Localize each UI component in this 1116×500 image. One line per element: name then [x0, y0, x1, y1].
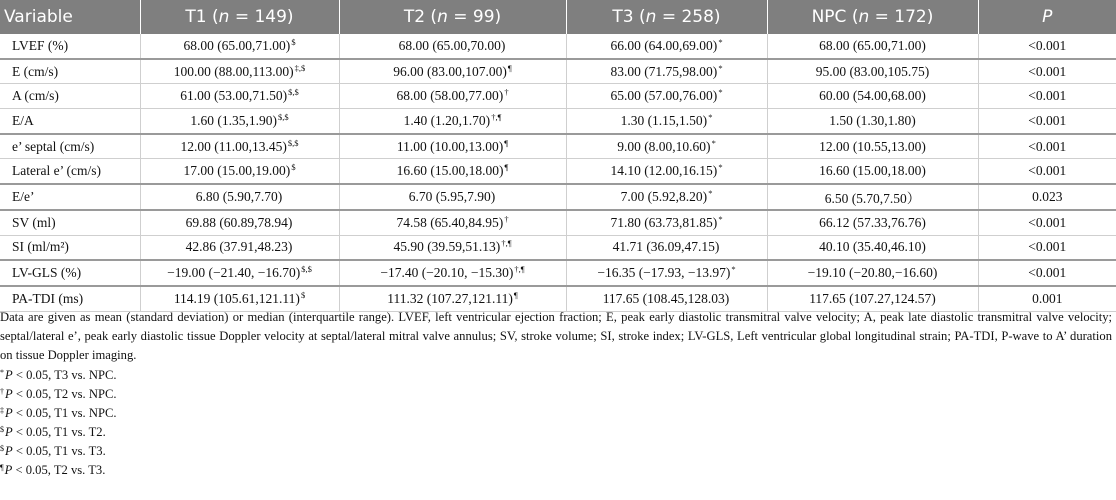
- table-cell: [767, 34, 978, 59]
- footnote-symbol: $: [0, 444, 4, 453]
- table-row: [0, 59, 1116, 84]
- table-cell: [140, 84, 339, 109]
- table-cell: [339, 134, 566, 159]
- cell-value: −19.00 (−21.40, −16.70): [167, 265, 301, 281]
- footnote-text: < 0.05, T1 vs. T2.: [12, 425, 106, 439]
- cell-value: 111.32 (107.27,121.11): [387, 290, 513, 306]
- cell-value: 45.90 (39.59,51.13): [393, 239, 501, 255]
- column-header-italic: n: [437, 7, 448, 27]
- header-row: [0, 0, 1116, 34]
- significance-marker: †: [504, 87, 509, 98]
- significance-marker: $,$: [301, 264, 312, 275]
- cell-value: PA-TDI (ms): [12, 290, 84, 306]
- footnote-text: < 0.05, T3 vs. NPC.: [12, 368, 117, 382]
- table-cell: [0, 159, 140, 184]
- table-cell: [566, 109, 767, 134]
- cell-value: 11.00 (10.00,13.00): [396, 138, 504, 154]
- cell-value: −17.40 (−20.10, −15.30): [380, 265, 514, 281]
- table-cell: [566, 260, 767, 286]
- table-cell: [339, 59, 566, 84]
- footnote-p: P: [5, 425, 13, 439]
- table-cell: [140, 34, 339, 59]
- table-cell: [767, 109, 978, 134]
- cell-value: <0.001: [1028, 112, 1067, 128]
- table-cell: [339, 34, 566, 59]
- footnote-p: P: [5, 368, 13, 382]
- table-cell: [339, 260, 566, 286]
- cell-value: A (cm/s): [12, 88, 59, 104]
- cell-value: e’ septal (cm/s): [12, 138, 95, 154]
- cell-value: Lateral e’ (cm/s): [12, 163, 101, 179]
- significance-marker: $: [291, 162, 296, 173]
- table-cell: [140, 109, 339, 134]
- footnote-list: [0, 366, 1112, 480]
- cell-value: <0.001: [1028, 214, 1067, 230]
- cell-value: 68.00 (65.00,70.00): [398, 37, 506, 53]
- cell-value: 17.00 (15.00,19.00): [183, 163, 291, 179]
- table-cell: [140, 235, 339, 260]
- table-cell: [0, 210, 140, 235]
- table-cell: [140, 134, 339, 159]
- table-row: [0, 109, 1116, 134]
- cell-value: LV-GLS (%): [12, 265, 82, 281]
- cell-value: <0.001: [1028, 138, 1067, 154]
- significance-marker: ¶: [504, 137, 509, 148]
- cell-value: 68.00 (65.00,71.00): [819, 37, 926, 53]
- column-header: [767, 0, 978, 34]
- table-cell: [140, 210, 339, 235]
- table-cell: [140, 260, 339, 286]
- cell-value: 117.65 (107.27,124.57): [809, 290, 936, 306]
- significance-marker: †: [504, 213, 509, 224]
- cell-value: 65.00 (57.00,76.00): [610, 88, 718, 104]
- table-cell: [767, 159, 978, 184]
- significance-marker: ¶: [513, 289, 518, 300]
- table-cell: [978, 260, 1116, 286]
- column-header: [140, 0, 339, 34]
- table-cell: [978, 59, 1116, 84]
- cell-value: 83.00 (71.75,98.00): [610, 63, 718, 79]
- cell-value: <0.001: [1028, 37, 1067, 53]
- cell-value: 41.71 (36.09,47.15): [612, 239, 720, 255]
- table-cell: [140, 59, 339, 84]
- table-cell: [339, 159, 566, 184]
- column-header: [339, 0, 566, 34]
- footnote-p: P: [4, 463, 13, 477]
- cell-value: 96.00 (83.00,107.00): [393, 63, 507, 79]
- column-header-italic: n: [858, 7, 870, 27]
- column-header-text: = 172): [869, 7, 934, 27]
- cell-value: <0.001: [1028, 239, 1067, 255]
- significance-marker: †,¶: [491, 111, 502, 122]
- significance-marker: ¶: [507, 62, 512, 73]
- cell-value: <0.001: [1028, 63, 1067, 79]
- column-header-italic: n: [645, 7, 657, 27]
- cell-value: 16.60 (15.00,18.00): [819, 163, 926, 179]
- table-cell: [978, 84, 1116, 109]
- column-header: [0, 0, 140, 34]
- table-cell: [978, 159, 1116, 184]
- table-cell: [978, 210, 1116, 235]
- cell-value: 68.00 (58.00,77.00): [396, 88, 504, 104]
- table-cell: [566, 184, 767, 210]
- column-header-text: T3 (: [612, 7, 646, 27]
- cell-value: SI (ml/m²): [12, 239, 69, 255]
- table-cell: [0, 184, 140, 210]
- cell-value: 16.60 (15.00,18.00): [396, 163, 504, 179]
- table-row: [0, 34, 1116, 59]
- significance-marker: *: [731, 264, 736, 275]
- significance-marker: *: [718, 62, 723, 73]
- table-row: [0, 260, 1116, 286]
- table-cell: [0, 109, 140, 134]
- cell-value: 12.00 (10.55,13.00): [819, 138, 926, 154]
- table-row: [0, 159, 1116, 184]
- cell-value: 100.00 (88.00,113.00): [173, 63, 294, 79]
- cell-value: E (cm/s): [12, 63, 59, 79]
- cell-value: 71.80 (63.73,81.85): [610, 214, 718, 230]
- table-cell: [0, 59, 140, 84]
- table-cell: [566, 134, 767, 159]
- significance-marker: *: [708, 111, 713, 122]
- table-cell: [566, 59, 767, 84]
- footnote-p: P: [5, 406, 13, 420]
- table-cell: [767, 84, 978, 109]
- table-cell: [566, 159, 767, 184]
- cell-value: 1.60 (1.35,1.90): [190, 112, 277, 128]
- cell-value: 0.023: [1032, 188, 1063, 204]
- cell-value: 1.30 (1.15,1.50): [620, 112, 708, 128]
- cell-value: 42.86 (37.91,48.23): [185, 239, 293, 255]
- table-cell: [140, 184, 339, 210]
- table-cell: [566, 34, 767, 59]
- significance-marker: $,$: [287, 137, 299, 148]
- footnote: [0, 366, 1112, 385]
- notes-description: Data are given as mean (standard deviation) or median (interquartile range). LVEF, left ventricular ejection fraction; E, peak early diastolic transmitral valve velocity; A, peak late diastolic transmitral valve velocity; septal/lateral e’, peak early diastolic tissue Doppler velocity at septal/lateral mitral valve annulus; SV, stroke volume; SI, stroke index; LV-GLS, Left ventricular global longitudinal strain; PA-TDI, P-wave to A’ duration on tissue Doppler imaging.: [0, 310, 1112, 362]
- significance-marker: *: [708, 187, 713, 198]
- significance-marker: *: [718, 87, 723, 98]
- table-cell: [339, 210, 566, 235]
- significance-marker: *: [718, 213, 723, 224]
- table-cell: [767, 260, 978, 286]
- column-header: [566, 0, 767, 34]
- significance-marker: *: [718, 162, 723, 173]
- table-cell: [339, 109, 566, 134]
- column-header-text: NPC (: [811, 7, 859, 27]
- cell-value: 9.00 (8.00,10.60): [617, 138, 711, 154]
- cell-value: <0.001: [1028, 163, 1067, 179]
- table-cell: [0, 134, 140, 159]
- significance-marker: $: [291, 36, 296, 47]
- column-header-text: T2 (: [403, 7, 438, 27]
- footnote: [0, 461, 1112, 480]
- footnote-text: < 0.05, T1 vs. NPC.: [12, 406, 117, 420]
- footnote-p: P: [5, 387, 13, 401]
- table-cell: [339, 184, 566, 210]
- table-cell: [978, 34, 1116, 59]
- footnote: [0, 423, 1112, 442]
- table-cell: [767, 235, 978, 260]
- table-notes: [0, 308, 1112, 480]
- column-header: [978, 0, 1116, 34]
- table-body: [0, 34, 1116, 311]
- table-cell: [767, 59, 978, 84]
- table-cell: [0, 34, 140, 59]
- footnote-symbol: $: [0, 425, 4, 434]
- column-header-italic: n: [218, 7, 230, 27]
- table-row: [0, 184, 1116, 210]
- cell-value: LVEF (%): [12, 37, 69, 53]
- table-row: [0, 210, 1116, 235]
- footnote-symbol: ¶: [0, 463, 4, 472]
- cell-value: 14.10 (12.00,16.15): [610, 163, 718, 179]
- significance-marker: †,¶: [514, 264, 525, 275]
- cell-value: E/A: [12, 112, 34, 128]
- cell-value: −16.35 (−17.93, −13.97): [597, 265, 731, 281]
- cell-value: 95.00 (83.00,105.75): [815, 63, 930, 79]
- cell-value: 40.10 (35.40,46.10): [819, 239, 926, 255]
- table-cell: [767, 210, 978, 235]
- footnote: [0, 385, 1112, 404]
- table-cell: [0, 260, 140, 286]
- cell-value: 74.58 (65.40,84.95): [396, 214, 504, 230]
- cell-value: 1.40 (1.20,1.70): [403, 112, 491, 128]
- cell-value: 12.00 (11.00,13.45): [180, 138, 287, 154]
- table-row: [0, 235, 1116, 260]
- cell-value: SV (ml): [12, 214, 56, 230]
- cell-value: 117.65 (108.45,128.03): [602, 290, 730, 306]
- cell-value: 6.80 (5.90,7.70): [195, 188, 283, 204]
- table-cell: [767, 134, 978, 159]
- cell-value: 60.00 (54.00,68.00): [819, 88, 926, 104]
- cell-value: 114.19 (105.61,121.11): [173, 290, 300, 306]
- table-cell: [140, 159, 339, 184]
- footnote-text: < 0.05, T1 vs. T3.: [12, 444, 106, 458]
- cell-value: 6.70 (5.95,7.90): [408, 188, 496, 204]
- column-header-text: = 149): [229, 7, 294, 27]
- significance-marker: †,¶: [501, 238, 512, 249]
- table-cell: [0, 84, 140, 109]
- table-cell: [978, 235, 1116, 260]
- table-cell: [339, 84, 566, 109]
- cell-value: <0.001: [1028, 88, 1067, 104]
- significance-marker: *: [718, 36, 723, 47]
- significance-marker: ¶: [504, 162, 509, 173]
- cell-value: 66.12 (57.33,76.76): [819, 214, 926, 230]
- cell-value: 61.00 (53.00,71.50): [180, 88, 288, 104]
- cell-value: 1.50 (1.30,1.80): [829, 112, 916, 128]
- significance-marker: $: [300, 289, 306, 300]
- table-row: [0, 134, 1116, 159]
- significance-marker: $,$: [288, 87, 299, 98]
- column-header-text: T1 (: [185, 7, 219, 27]
- footnote-symbol: †: [0, 387, 4, 396]
- significance-marker: $,$: [278, 111, 289, 122]
- cell-value: 6.50 (5.70,7.50）: [824, 190, 921, 206]
- column-header-text: = 258): [656, 7, 721, 27]
- cell-value: 0.001: [1032, 290, 1063, 306]
- cell-value: E/e’: [12, 188, 35, 204]
- column-header-text: = 99): [447, 7, 502, 27]
- cell-value: 66.00 (64.00,69.00): [610, 37, 718, 53]
- footnote: [0, 404, 1112, 423]
- cell-value: 7.00 (5.92,8.20): [620, 188, 708, 204]
- footnote: [0, 442, 1112, 461]
- table-row: [0, 84, 1116, 109]
- cell-value: 68.00 (65.00,71.00): [183, 37, 291, 53]
- table-cell: [978, 134, 1116, 159]
- significance-marker: ‡,$: [294, 62, 306, 73]
- table-cell: [767, 184, 978, 210]
- column-header-text: Variable: [4, 7, 73, 27]
- footnote-p: P: [5, 444, 13, 458]
- table-cell: [566, 235, 767, 260]
- footnote-text: < 0.05, T2 vs. NPC.: [12, 387, 117, 401]
- cell-value: −19.10 (−20.80,−16.60): [807, 265, 938, 281]
- table-cell: [339, 235, 566, 260]
- table-cell: [978, 184, 1116, 210]
- footnote-text: < 0.05, T2 vs. T3.: [12, 463, 106, 477]
- cell-value: <0.001: [1028, 265, 1067, 281]
- table-cell: [566, 84, 767, 109]
- table-cell: [0, 235, 140, 260]
- table-cell: [978, 109, 1116, 134]
- cell-value: 69.88 (60.89,78.94): [185, 214, 293, 230]
- footnote-symbol: ‡: [0, 406, 4, 415]
- table-cell: [566, 210, 767, 235]
- footnote-symbol: *: [0, 368, 4, 377]
- significance-marker: *: [711, 137, 716, 148]
- column-header-italic: P: [1042, 7, 1053, 27]
